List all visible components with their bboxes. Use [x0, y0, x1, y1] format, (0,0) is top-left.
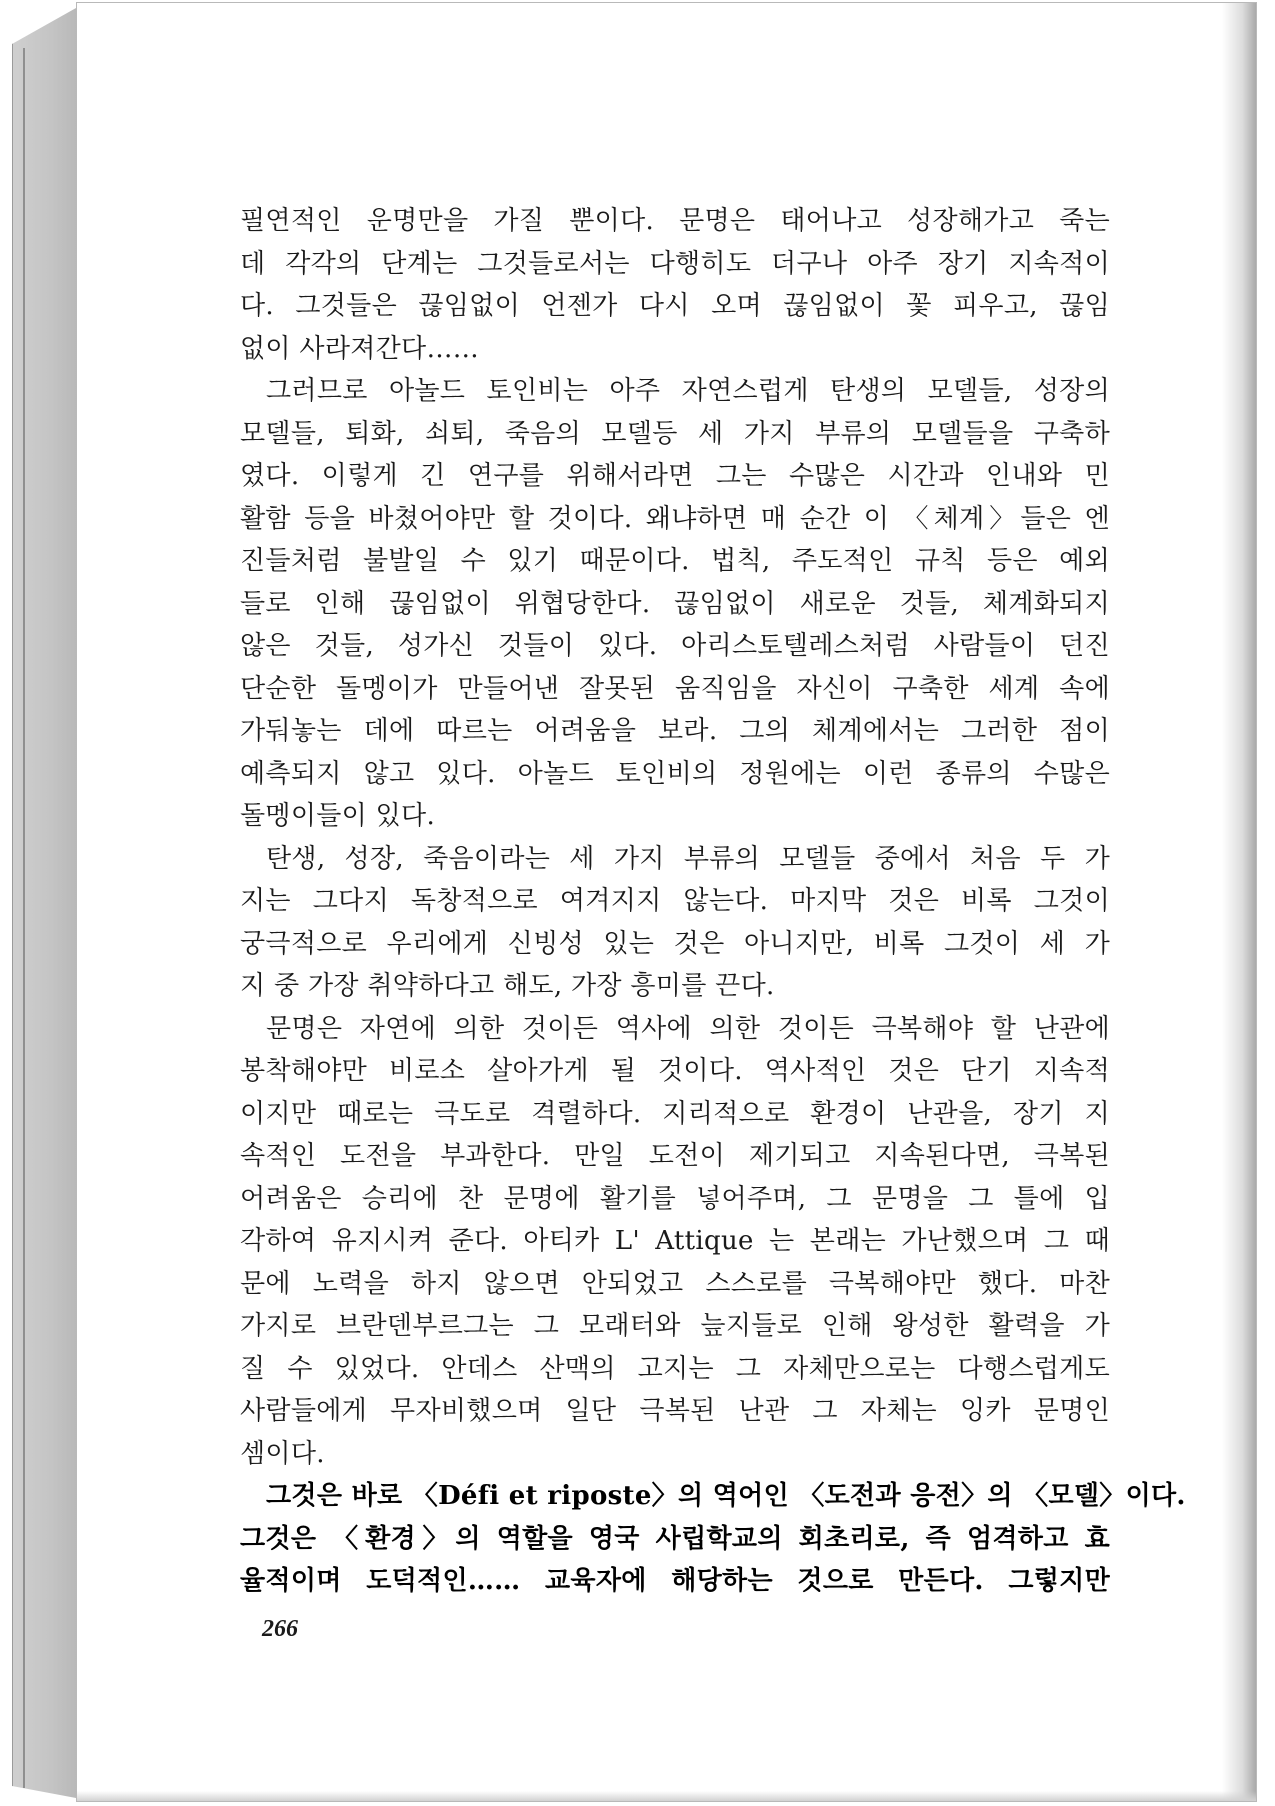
text-line: 들로 인해 끊임없이 위협당한다. 끊임없이 새로운 것들, 체계화되지: [240, 588, 1110, 619]
text-line: 그것은 〈환경〉의 역할을 영국 사립학교의 회초리로, 즉 엄격하고 효: [240, 1523, 1110, 1554]
text-line: 활함 등을 바쳤어야만 할 것이다. 왜냐하면 매 순간 이 〈체계〉들은 엔: [240, 503, 1110, 534]
spine-edge-line: [23, 48, 25, 1788]
text-line: 지 중 가장 취약하다고 해도, 가장 흥미를 끈다.: [240, 971, 775, 1001]
text-line: 필연적인 운명만을 가질 뿐이다. 문명은 태어나고 성장해가고 죽는: [240, 206, 1110, 236]
text-line: 어려움은 승리에 찬 문명에 활기를 넣어주며, 그 문명을 그 틀에 입: [240, 1183, 1110, 1214]
text-line: 질 수 있었다. 안데스 산맥의 고지는 그 자체만으로는 다행스럽게도: [240, 1353, 1110, 1384]
paragraph-first-line: 그것은 바로 〈Défi et riposte〉의 역어인 〈도전과 응전〉의 〈모델〉이다.: [266, 1481, 1186, 1511]
text-line: 각하여 유지시켜 준다. 아티카 L' Attique 는 본래는 가난했으며 그 때: [240, 1226, 1110, 1256]
text-line: 이지만 때로는 극도로 격렬하다. 지리적으로 환경이 난관을, 장기 지: [240, 1098, 1110, 1129]
text-line: 궁극적으로 우리에게 신빙성 있는 것은 아니지만, 비록 그것이 세 가: [240, 928, 1110, 959]
text-line: 였다. 이렇게 긴 연구를 위해서라면 그는 수많은 시간과 인내와 민: [240, 461, 1110, 491]
page-bottom-shadow: [77, 1791, 1256, 1801]
text-line: 데 각각의 단계는 그것들로서는 다행히도 더구나 아주 장기 지속적이: [240, 248, 1110, 279]
text-line: 모델들, 퇴화, 쇠퇴, 죽음의 모델등 세 가지 부류의 모델들을 구축하: [240, 418, 1110, 449]
text-line: 가지로 브란덴부르그는 그 모래터와 늪지들로 인해 왕성한 활력을 가: [240, 1311, 1110, 1341]
text-line: 없이 사라져간다……: [240, 333, 480, 364]
text-line: 다. 그것들은 끊임없이 언젠가 다시 오며 끊임없이 꽃 피우고, 끊임: [240, 291, 1110, 321]
page-edge-shadow: [1222, 3, 1256, 1801]
text-line: 셈이다.: [240, 1438, 325, 1469]
text-line: 속적인 도전을 부과한다. 만일 도전이 제기되고 지속된다면, 극복된: [240, 1141, 1110, 1171]
paragraph-first-line: 탄생, 성장, 죽음이라는 세 가지 부류의 모델들 중에서 처음 두 가: [266, 843, 1110, 874]
text-line: 가둬놓는 데에 따르는 어려움을 보라. 그의 체계에서는 그러한 점이: [240, 716, 1110, 746]
text-line: 진들처럼 불발일 수 있기 때문이다. 법칙, 주도적인 규칙 등은 예외: [240, 546, 1110, 576]
paragraph-first-line: 그러므로 아놀드 토인비는 아주 자연스럽게 탄생의 모델들, 성장의: [266, 376, 1110, 406]
page-number: 266: [262, 1616, 298, 1642]
page-text-block: [240, 200, 1186, 1603]
text-line: 돌멩이들이 있다.: [240, 801, 436, 831]
text-line: 예측되지 않고 있다. 아놀드 토인비의 정원에는 이런 종류의 수많은: [240, 758, 1110, 789]
text-line: 봉착해야만 비로소 살아가게 될 것이다. 역사적인 것은 단기 지속적: [240, 1056, 1110, 1086]
book-spine: [12, 8, 77, 1798]
paragraph-first-line: 문명은 자연에 의한 것이든 역사에 의한 것이든 극복해야 할 난관에: [266, 1013, 1110, 1044]
text-line: 지는 그다지 독창적으로 여겨지지 않는다. 마지막 것은 비록 그것이: [240, 886, 1110, 916]
text-line: 율적이며 도덕적인…… 교육자에 해당하는 것으로 만든다. 그렇지만: [240, 1566, 1110, 1596]
text-line: 사람들에게 무자비했으며 일단 극복된 난관 그 자체는 잉카 문명인: [240, 1396, 1110, 1426]
text-line: 않은 것들, 성가신 것들이 있다. 아리스토텔레스처럼 사람들이 던진: [240, 631, 1110, 661]
text-line: 단순한 돌멩이가 만들어낸 잘못된 움직임을 자신이 구축한 세계 속에: [240, 673, 1110, 704]
text-line: 문에 노력을 하지 않으면 안되었고 스스로를 극복해야만 했다. 마찬: [240, 1268, 1110, 1299]
